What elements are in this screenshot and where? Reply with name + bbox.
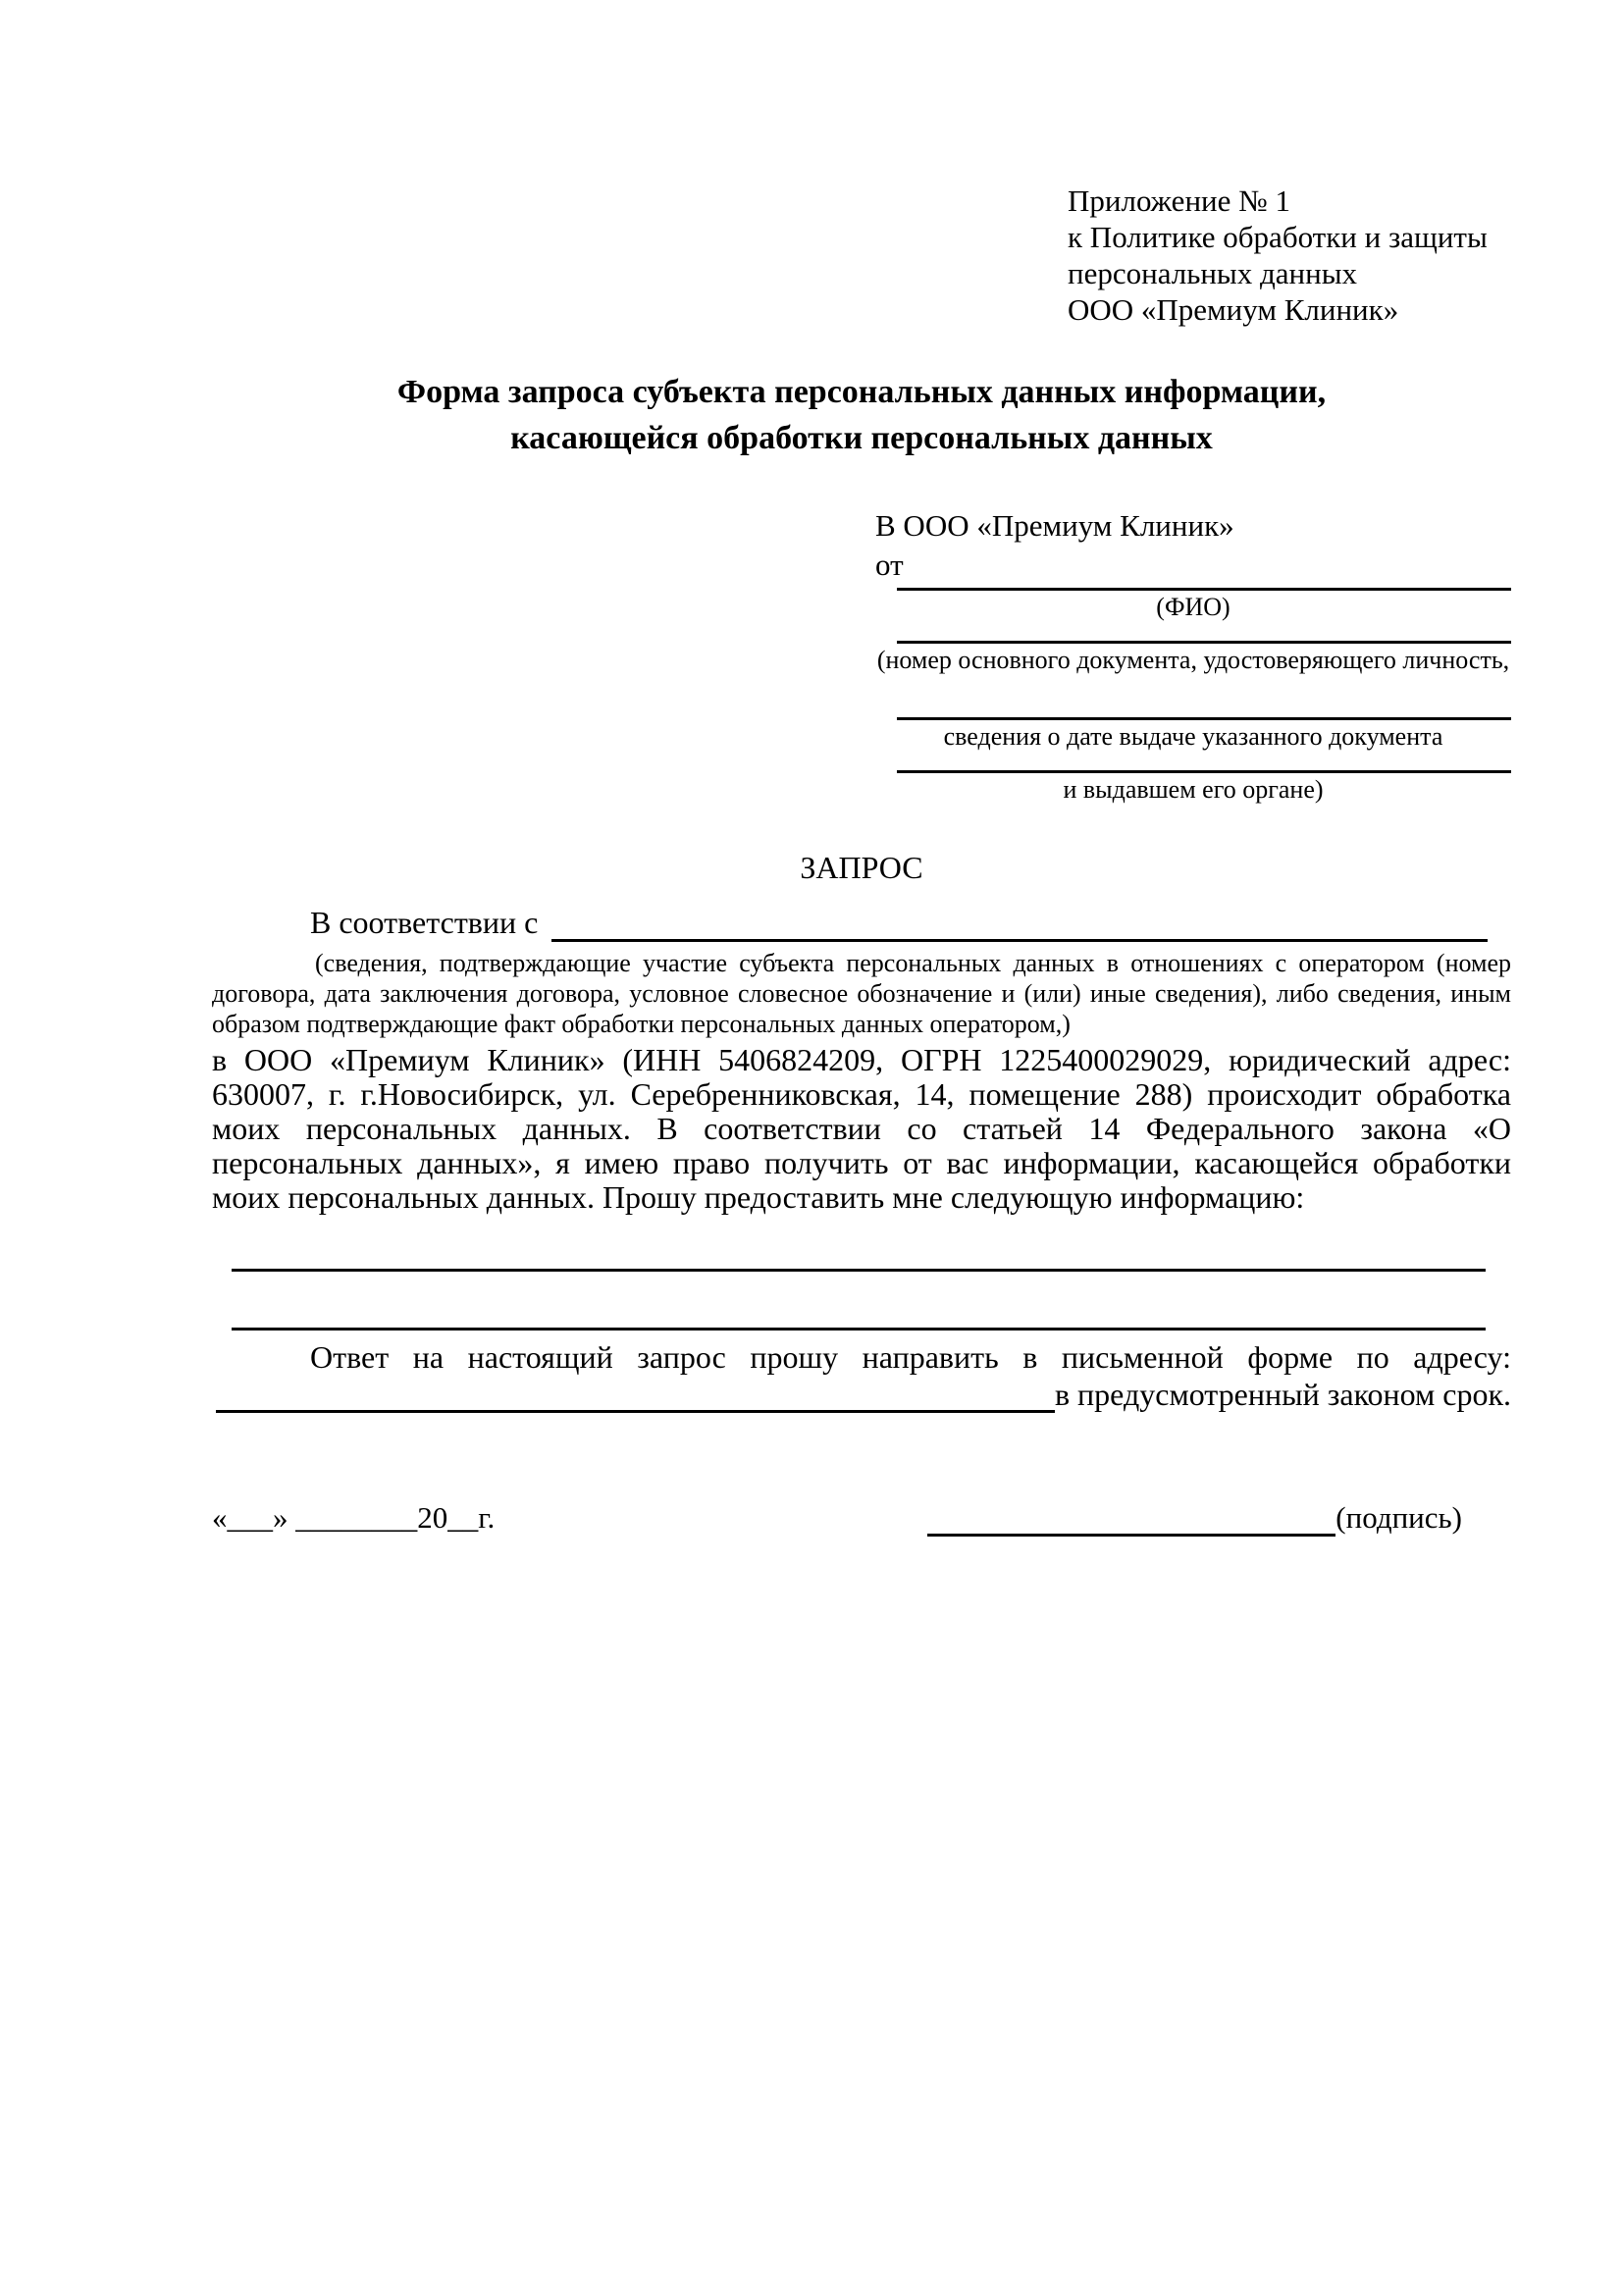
request-heading: ЗАПРОС [800, 850, 923, 885]
addressee-block [875, 506, 1511, 805]
reply-address-blank-line [216, 1382, 1055, 1413]
document-title [212, 369, 1511, 461]
document-issuer-blank-line [897, 752, 1511, 773]
document-number-caption: (номер основного документа, удостоверяющего личность, [876, 646, 1510, 674]
annex-line: Приложение № 1 [1068, 183, 1290, 218]
document-issue-date-blank-line [897, 675, 1511, 720]
requested-info-blank-line-1 [232, 1269, 1486, 1272]
signature-blank-line [927, 1505, 1335, 1537]
reply-instruction-text: Ответ на настоящий запрос прошу направить в письменной форме по адресу: [310, 1339, 1511, 1375]
document-number-blank-line [897, 622, 1511, 644]
document-title-line: касающейся обработки персональных данных [510, 420, 1213, 456]
annex-line: ООО «Премиум Клиник» [1068, 292, 1399, 327]
reply-paragraph [212, 1338, 1511, 1413]
signature-row [212, 1499, 1511, 1537]
fio-caption: (ФИО) [1156, 593, 1230, 621]
date-field: «___» ________20__г. [212, 1500, 496, 1535]
document-issue-date-caption: сведения о дате выдаче указанного документа [943, 722, 1443, 751]
reply-address-line [212, 1376, 1511, 1413]
addressee-to: В ООО «Премиум Клиник» [875, 508, 1234, 543]
basis-prefix: В соответствии с [310, 905, 539, 940]
basis-line [212, 903, 1511, 942]
annex-header [1068, 183, 1511, 328]
addressee-from-label: от [875, 548, 904, 582]
requested-info-blank-line-2 [232, 1328, 1486, 1331]
basis-explanation-note: (сведения, подтверждающие участие субъекта персональных данных в отношениях с оператором (номер договора, дата заключения договора, условное словесное обозначение и (или) иные сведения), либо сведения, иным образом подтверждающие факт обработки персональных данных оператором,) [212, 949, 1511, 1038]
annex-line: персональных данных [1068, 256, 1358, 290]
document-issuer-caption: и выдавшем его органе) [1063, 775, 1324, 804]
signature-caption: (подпись) [1335, 1500, 1462, 1535]
basis-blank-line [551, 909, 1488, 942]
annex-line: к Политике обработки и защиты [1068, 220, 1488, 254]
request-body-text: в ООО «Премиум Клиник» (ИНН 5406824209, ОГРН 1225400029029, юридический адрес: 630007, г. г.Новосибирск, ул. Серебренниковская, 14, помещение 288) происходит обработка моих персональных данных. В соответствии со статьей 14 Федерального закона «О персональных данных», я имею право получить от вас информации, касающейся обработки моих персональных данных. Прошу предоставить мне следующую информацию: [212, 1042, 1511, 1215]
document-title-line: Форма запроса субъекта персональных данных информации, [396, 374, 1327, 410]
reply-deadline-text: в предусмотренный законом срок. [1054, 1377, 1511, 1412]
